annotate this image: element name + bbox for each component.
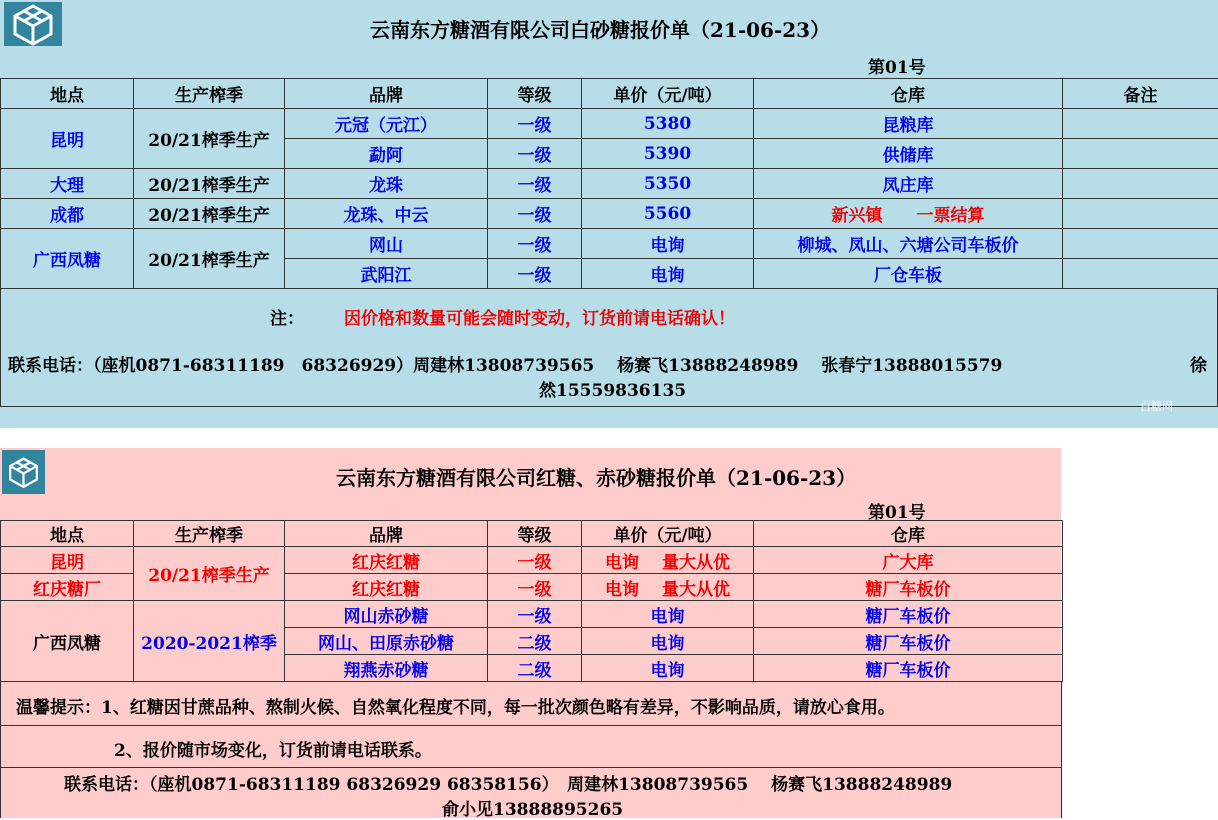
warehouse-cell: 糖厂车板价 [754, 655, 1063, 682]
header-brand: 品牌 [285, 521, 488, 547]
location-cell: 昆明 [1, 109, 134, 169]
grade-cell: 一级 [488, 259, 582, 289]
location-cell: 广西凤糖 [1, 229, 134, 289]
page-title: 云南东方糖酒有限公司红糖、赤砂糖报价单（21-06-23） [336, 462, 856, 491]
season-cell: 20/21榨季生产 [134, 169, 285, 199]
table-row [1, 169, 1218, 199]
table-row [1, 547, 1063, 574]
price-cell: 5380 [582, 109, 754, 139]
season-cell: 20/21榨季生产 [134, 109, 285, 169]
table-header-row [1, 79, 1218, 109]
grade-cell: 一级 [488, 601, 582, 628]
table-row [1, 229, 1218, 259]
price-cell: 5350 [582, 169, 754, 199]
table-header-row [1, 521, 1063, 547]
brand-cell: 龙珠 [285, 169, 488, 199]
brand-cell: 网山 [285, 229, 488, 259]
frame-right-border [1061, 681, 1062, 818]
header-price: 单价（元/吨） [582, 521, 754, 547]
frame-left-border [0, 681, 1, 818]
frame-left-border [0, 288, 1, 407]
remark-cell [1063, 169, 1218, 199]
page-title: 云南东方糖酒有限公司白砂糖报价单（21-06-23） [370, 14, 830, 43]
contact-line: 联系电话：（座机0871-68311189 68326929 68358156） 周建林13808739565 杨赛飞13888248989 [64, 770, 952, 795]
price-cell: 电询 [582, 628, 754, 655]
brand-cell: 网山赤砂糖 [285, 601, 488, 628]
brown-sugar-price-table [0, 520, 1063, 682]
warehouse-cell: 供储库 [754, 139, 1063, 169]
season-cell: 20/21榨季生产 [134, 199, 285, 229]
grade-cell: 二级 [488, 628, 582, 655]
brand-cell: 红庆红糖 [285, 574, 488, 601]
remark-cell [1063, 259, 1218, 289]
note-text: 因价格和数量可能会随时变动，订货前请电话确认！ [344, 304, 735, 329]
brand-cell: 武阳江 [285, 259, 488, 289]
brand-cell: 翔燕赤砂糖 [285, 655, 488, 682]
header-brand: 品牌 [285, 79, 488, 109]
location-cell: 广西凤糖 [1, 601, 134, 682]
remark-cell [1063, 139, 1218, 169]
warehouse-cell: 凤庄库 [754, 169, 1063, 199]
white-sugar-price-table [0, 78, 1218, 289]
contact-line: 联系电话：（座机0871-68311189 68326929）周建林13808739565 杨赛飞13888248989 张春宁13888015579 [8, 351, 1002, 376]
header-location: 地点 [1, 521, 134, 547]
company-logo-icon [2, 450, 45, 494]
grade-cell: 一级 [488, 547, 582, 574]
warehouse-cell: 广大库 [754, 547, 1063, 574]
brown-sugar-sheet [0, 448, 1218, 818]
company-logo-icon [4, 2, 62, 46]
remark-cell [1063, 109, 1218, 139]
season-cell: 20/21榨季生产 [134, 229, 285, 289]
warehouse-cell: 昆粮库 [754, 109, 1063, 139]
brand-cell: 勐阿 [285, 139, 488, 169]
frame-bottom-border [0, 406, 1218, 407]
header-season: 生产榨季 [134, 521, 285, 547]
season-cell: 2020-2021榨季 [134, 601, 285, 682]
price-cell: 电询 [582, 601, 754, 628]
table-row [1, 109, 1218, 139]
grade-cell: 一级 [488, 574, 582, 601]
watermark: 白糖网 [1140, 398, 1173, 414]
price-cell: 电询 [582, 229, 754, 259]
warehouse-cell: 新兴镇 一票结算 [754, 199, 1063, 229]
grade-cell: 一级 [488, 229, 582, 259]
serial-number: 第01号 [868, 53, 926, 78]
location-cell: 大理 [1, 169, 134, 199]
header-location: 地点 [1, 79, 134, 109]
header-warehouse: 仓库 [754, 79, 1063, 109]
contact-line-2: 俞小见13888895265 [442, 795, 623, 820]
note-label: 注： [270, 304, 304, 329]
location-cell: 昆明 [1, 547, 134, 574]
warehouse-cell: 柳城、凤山、六塘公司车板价 [754, 229, 1063, 259]
location-cell: 成都 [1, 199, 134, 229]
brand-cell: 红庆红糖 [285, 547, 488, 574]
header-price: 单价（元/吨） [582, 79, 754, 109]
tip-line-2: 2、报价随市场变化，订货前请电话联系。 [114, 736, 432, 761]
price-cell: 电询 [582, 259, 754, 289]
header-grade: 等级 [488, 521, 582, 547]
brand-cell: 龙珠、中云 [285, 199, 488, 229]
season-cell: 20/21榨季生产 [134, 547, 285, 601]
warehouse-cell: 糖厂车板价 [754, 574, 1063, 601]
grade-cell: 一级 [488, 139, 582, 169]
grade-cell: 二级 [488, 655, 582, 682]
grade-cell: 一级 [488, 109, 582, 139]
price-cell: 电询 量大从优 [582, 574, 754, 601]
table-row [1, 601, 1063, 628]
brand-cell: 元冠（元江） [285, 109, 488, 139]
header-season: 生产榨季 [134, 79, 285, 109]
remark-cell [1063, 229, 1218, 259]
warehouse-cell: 厂仓车板 [754, 259, 1063, 289]
serial-number: 第01号 [868, 498, 926, 523]
location-cell: 红庆糖厂 [1, 574, 134, 601]
contact-line-2: 然15559836135 [539, 376, 686, 401]
header-grade: 等级 [488, 79, 582, 109]
price-cell: 电询 [582, 655, 754, 682]
grade-cell: 一级 [488, 169, 582, 199]
header-remark: 备注 [1063, 79, 1218, 109]
table-row [1, 199, 1218, 229]
tip-divider [0, 725, 1062, 726]
tip-line-1: 温馨提示：1、红糖因甘蔗品种、熬制火候、自然氧化程度不同，每一批次颜色略有差异，不影响品质，请放心食用。 [16, 693, 895, 718]
header-warehouse: 仓库 [754, 521, 1063, 547]
price-cell: 5390 [582, 139, 754, 169]
price-cell: 电询 量大从优 [582, 547, 754, 574]
contact-divider [0, 767, 1062, 768]
warehouse-cell: 糖厂车板价 [754, 601, 1063, 628]
remark-cell [1063, 199, 1218, 229]
brand-cell: 网山、田原赤砂糖 [285, 628, 488, 655]
warehouse-cell: 糖厂车板价 [754, 628, 1063, 655]
grade-cell: 一级 [488, 199, 582, 229]
contact-tail: 徐 [1190, 351, 1207, 376]
price-cell: 5560 [582, 199, 754, 229]
